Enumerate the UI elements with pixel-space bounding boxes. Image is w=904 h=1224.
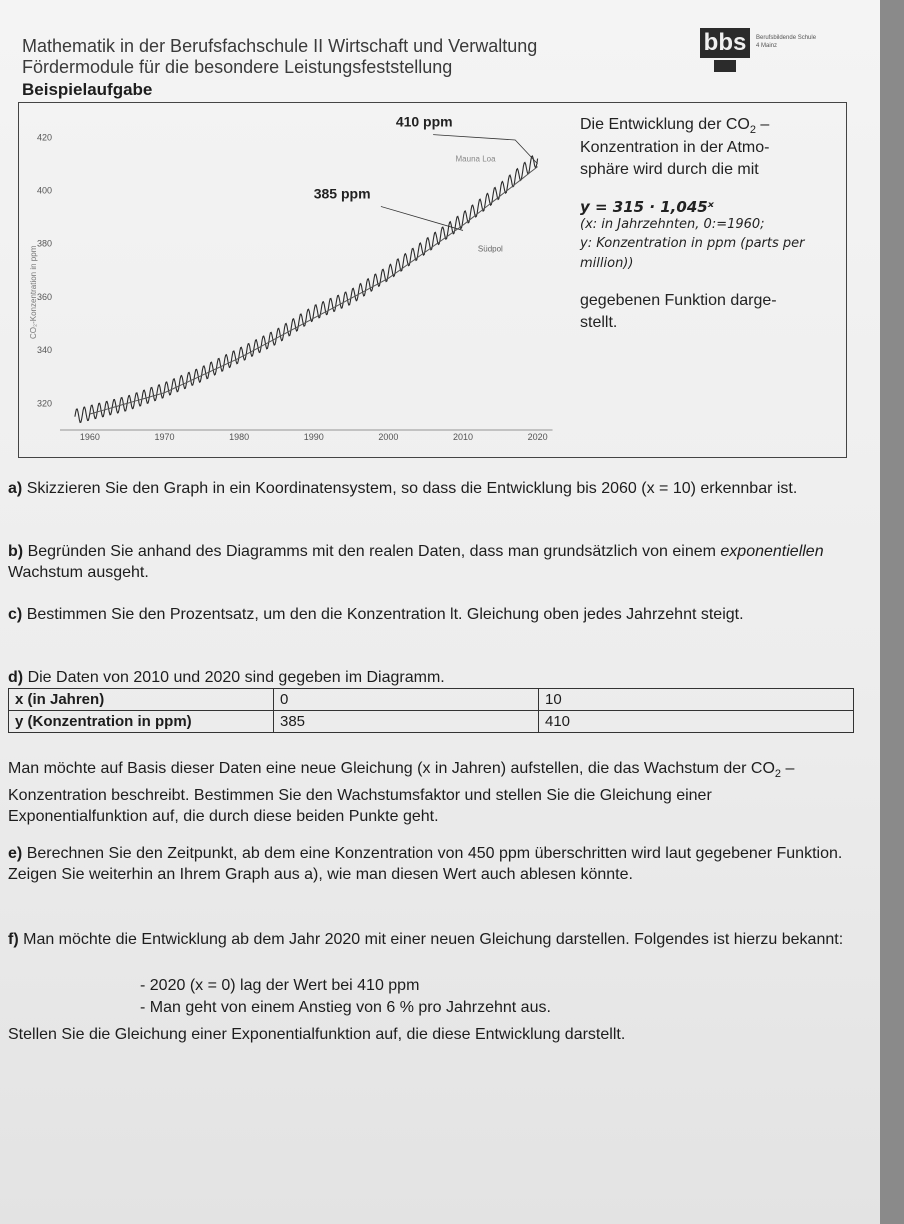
- task-c-text: Bestimmen Sie den Prozentsatz, um den die Konzentration lt. Gleichung oben jedes Jahrzehnt steigt.: [26, 606, 744, 623]
- subscript-2: 2: [774, 768, 782, 781]
- x-tick-label: 1960: [79, 432, 100, 442]
- task-a: [8, 478, 848, 499]
- task-f: [8, 929, 848, 950]
- logo-bbs-mark: bbs: [700, 28, 750, 58]
- x-tick-label: 2020: [527, 432, 548, 442]
- y-tick-label: 360: [36, 291, 52, 302]
- description-text: Die Entwicklung der CO: [580, 116, 750, 133]
- x-tick-label: 2010: [452, 432, 474, 442]
- task-b-emphasis: exponentiellen: [720, 543, 824, 560]
- y-tick-label: 380: [36, 238, 52, 249]
- x-tick-label: 2000: [378, 432, 399, 442]
- series-line-mauna-loa: [75, 156, 538, 422]
- task-c-label: c): [8, 606, 23, 623]
- task-a-label: a): [8, 480, 23, 497]
- table-cell: 385: [274, 711, 539, 733]
- description-line-2: Konzentration in der Atmo-: [580, 139, 770, 156]
- school-logo: [700, 28, 820, 76]
- chart-y-axis-label: CO₂-Konzentration in ppm: [29, 245, 38, 339]
- task-d: [8, 667, 848, 688]
- header-module-line: Fördermodule für die besondere Leistungsfeststellung: [22, 57, 453, 77]
- description-line-3: sphäre wird durch die mit: [580, 161, 759, 178]
- x-definition: (x: in Jahrzehnten, 0:=1960;: [580, 217, 765, 232]
- description-dash: –: [755, 116, 770, 133]
- label-suedpol: Südpol: [477, 244, 503, 254]
- task-b-text: Begründen Sie anhand des Diagramms mit den realen Daten, dass man grundsätzlich von einem: [27, 543, 721, 560]
- annotation-385ppm: 385 ppm: [313, 185, 371, 202]
- task-e-text: Berechnen Sie den Zeitpunkt, ab dem eine Konzentration von 450 ppm überschritten wird laut gegebener Funktion. Zeigen Sie weiterhin an Ihrem Graph aus a), wie man diesen Wert auch ablesen könnte.: [8, 845, 843, 883]
- table-cell: 0: [274, 689, 539, 711]
- label-mauna-loa: Mauna Loa: [455, 154, 496, 164]
- task-d-text: Die Daten von 2010 und 2020 sind gegeben im Diagramm.: [27, 669, 445, 686]
- task-b-label: b): [8, 543, 24, 560]
- y-tick-label: 340: [36, 345, 52, 356]
- description-line-8: stellt.: [580, 314, 618, 331]
- y-tick-label: 400: [36, 185, 52, 196]
- x-tick-label: 1990: [303, 432, 324, 442]
- y-definition-cont: million)): [580, 256, 634, 271]
- section-title: Beispielaufgabe: [22, 80, 153, 99]
- table-cell: 410: [539, 711, 854, 733]
- description-line-7: gegebenen Funktion darge-: [580, 292, 777, 309]
- task-d-label: d): [8, 669, 24, 686]
- subscript-2: 2: [749, 124, 756, 137]
- task-b-text-end: Wachstum ausgeht.: [8, 564, 149, 581]
- table-cell-label: y (Konzentration in ppm): [9, 711, 274, 733]
- task-c: [8, 604, 848, 625]
- header-school-line: Mathematik in der Berufsfachschule II Wirtschaft und Verwaltung: [22, 36, 538, 56]
- task-a-text: Skizzieren Sie den Graph in ein Koordinatensystem, so dass die Entwicklung bis 2060 (x = 10) erkennbar ist.: [26, 480, 798, 497]
- task-f-bullet-1: - 2020 (x = 0) lag der Wert bei 410 ppm: [140, 977, 420, 994]
- task-f-bullet-2: - Man geht von einem Anstieg von 6 % pro Jahrzehnt aus.: [140, 999, 551, 1016]
- task-e-label: e): [8, 845, 23, 862]
- page-edge: [880, 0, 904, 1224]
- task-d-followup-text: Man möchte auf Basis dieser Daten eine neue Gleichung (x in Jahren) aufstellen, die das Wachstum der CO: [8, 760, 775, 777]
- task-d-followup: [8, 758, 848, 827]
- data-table: [8, 688, 854, 733]
- task-b: [8, 541, 848, 583]
- y-tick-label: 320: [36, 398, 52, 409]
- x-tick-label: 1970: [154, 432, 175, 442]
- growth-formula: y = 315 · 1,045ˣ: [580, 198, 714, 216]
- logo-caption: Berufsbildende Schule 4 Mainz: [756, 35, 817, 49]
- task-d-followup-text-end: – Konzentration beschreibt. Bestimmen Sie den Wachstumsfaktor und stellen Sie die Gleichung einer Exponentialfunktion auf, die durch diese beiden Punkte geht.: [8, 760, 795, 826]
- logo-columns-icon: [714, 60, 736, 72]
- x-tick-label: 1980: [229, 432, 250, 442]
- y-definition: y: Konzentration in ppm (parts per: [580, 236, 805, 251]
- task-f-label: f): [8, 931, 19, 948]
- task-f-final: Stellen Sie die Gleichung einer Exponentialfunktion auf, die diese Entwicklung darstellt.: [8, 1026, 626, 1043]
- table-cell: 10: [539, 689, 854, 711]
- table-cell-label: x (in Jahren): [9, 689, 274, 711]
- table-row: [9, 711, 854, 733]
- task-f-text: Man möchte die Entwicklung ab dem Jahr 2020 mit einer neuen Gleichung darstellen. Folgendes ist hierzu bekannt:: [23, 931, 844, 948]
- task-e: [8, 843, 848, 885]
- annotation-410ppm: 410 ppm: [395, 113, 453, 130]
- co2-chart: [20, 104, 570, 454]
- annotation-385ppm-pointer: [381, 206, 463, 230]
- series-line-suedpol: [90, 167, 538, 414]
- table-row: [9, 689, 854, 711]
- description-line-1: [580, 116, 769, 136]
- y-tick-label: 420: [36, 132, 52, 143]
